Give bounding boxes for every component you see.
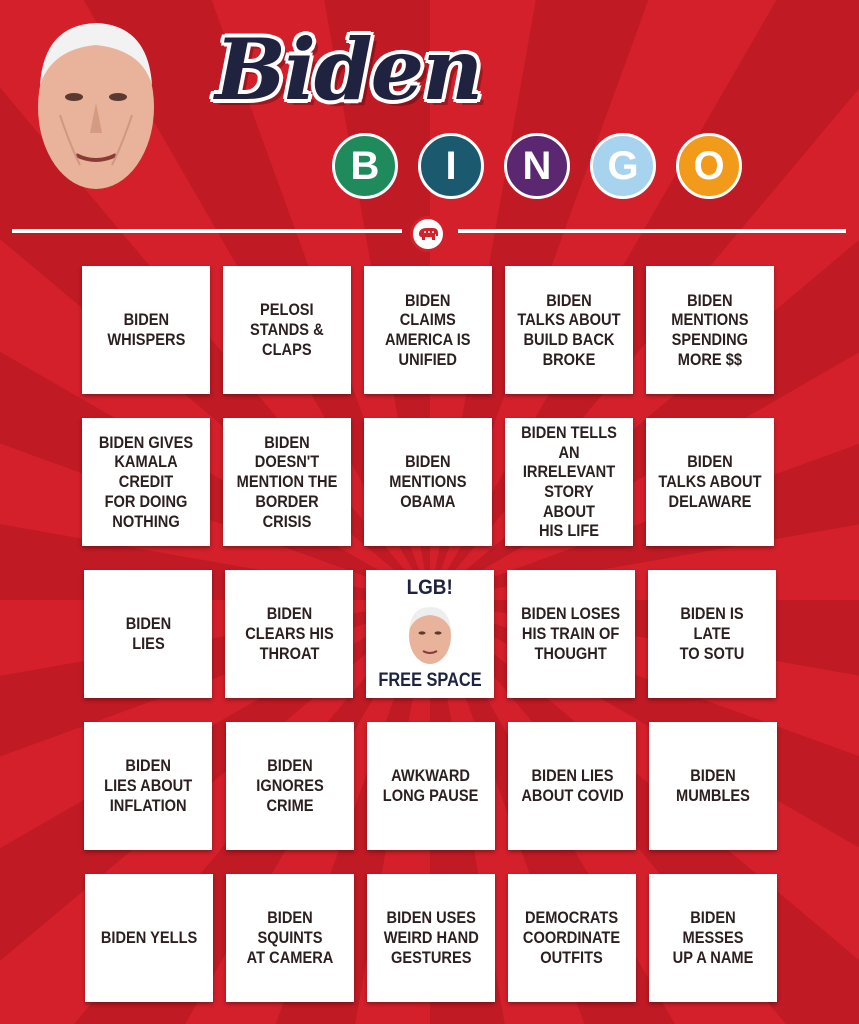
free-space-label: FREE SPACE: [378, 670, 482, 691]
bingo-cell[interactable]: [505, 418, 633, 546]
free-space-cell[interactable]: [366, 570, 494, 698]
bingo-cell[interactable]: [84, 722, 212, 850]
cell-text: DEMOCRATS COORDINATE OUTFITS: [523, 908, 621, 967]
bingo-cell[interactable]: [82, 266, 210, 394]
cell-text: BIDEN MENTIONS OBAMA: [389, 452, 467, 511]
cell-text: BIDEN IGNORES CRIME: [256, 756, 324, 815]
bingo-cell[interactable]: [85, 874, 213, 1002]
bingo-cell[interactable]: [649, 874, 777, 1002]
bingo-ball-b: B: [332, 133, 398, 199]
bingo-ball-i: I: [418, 133, 484, 199]
cell-text: BIDEN WHISPERS: [107, 310, 185, 349]
bingo-cell[interactable]: [508, 722, 636, 850]
bingo-cell[interactable]: [367, 722, 495, 850]
bingo-card: [82, 266, 778, 1004]
cell-text: BIDEN USES WEIRD HAND GESTURES: [383, 908, 479, 967]
biden-face-image: [30, 15, 162, 200]
cell-text: BIDEN LIES ABOUT INFLATION: [103, 756, 192, 815]
cell-text: BIDEN LOSES HIS TRAIN OF THOUGHT: [521, 604, 621, 663]
cell-text: BIDEN IS LATE TO SOTU: [679, 604, 745, 663]
cell-text: PELOSI STANDS & CLAPS: [250, 300, 324, 359]
bingo-cell[interactable]: [82, 418, 210, 546]
divider-right: [458, 229, 846, 233]
free-space-top-text: LGB!: [406, 576, 454, 599]
cell-text: BIDEN MENTIONS SPENDING MORE $$: [671, 290, 749, 369]
cell-text: BIDEN TALKS ABOUT DELAWARE: [658, 452, 762, 511]
republican-elephant-icon: [410, 216, 446, 252]
cell-text: BIDEN CLEARS HIS THROAT: [244, 604, 334, 663]
cell-text: BIDEN CLAIMS AMERICA IS UNIFIED: [385, 290, 471, 369]
bingo-cell[interactable]: [646, 418, 774, 546]
cell-text: BIDEN YELLS: [100, 928, 198, 948]
cell-text: AWKWARD LONG PAUSE: [383, 766, 479, 805]
bingo-cell[interactable]: [223, 418, 351, 546]
bingo-cell[interactable]: [648, 570, 776, 698]
bingo-cell[interactable]: [226, 722, 354, 850]
bingo-letters: [332, 133, 752, 203]
bingo-cell[interactable]: [223, 266, 351, 394]
biden-face-small-image: [405, 604, 455, 666]
bingo-ball-g: G: [590, 133, 656, 199]
cell-text: BIDEN TELLS AN IRRELEVANT STORY ABOUT HIS LIFE: [521, 422, 617, 541]
cell-text: BIDEN LIES ABOUT COVID: [520, 766, 624, 805]
cell-text: BIDEN SQUINTS AT CAMERA: [246, 908, 334, 967]
bingo-cell[interactable]: [225, 570, 353, 698]
cell-text: BIDEN DOESN'T MENTION THE BORDER CRISIS: [236, 432, 338, 531]
header: [0, 0, 859, 240]
bingo-cell[interactable]: [364, 418, 492, 546]
bingo-cell[interactable]: [84, 570, 212, 698]
bingo-cell[interactable]: [507, 570, 635, 698]
bingo-ball-o: O: [676, 133, 742, 199]
bingo-cell[interactable]: [508, 874, 636, 1002]
bingo-cell[interactable]: [367, 874, 495, 1002]
bingo-ball-n: N: [504, 133, 570, 199]
bingo-cell[interactable]: [646, 266, 774, 394]
cell-text: BIDEN TALKS ABOUT BUILD BACK BROKE: [517, 290, 621, 369]
cell-text: BIDEN GIVES KAMALA CREDIT FOR DOING NOTHING: [98, 432, 194, 531]
cell-text: BIDEN MESSES UP A NAME: [672, 908, 754, 967]
divider-left: [12, 229, 402, 233]
bingo-cell[interactable]: [505, 266, 633, 394]
bingo-cell[interactable]: [226, 874, 354, 1002]
cell-text: BIDEN LIES: [125, 614, 171, 653]
biden-title-logo: Biden: [215, 20, 482, 119]
bingo-cell[interactable]: [649, 722, 777, 850]
cell-text: BIDEN MUMBLES: [676, 766, 750, 805]
bingo-cell[interactable]: [364, 266, 492, 394]
